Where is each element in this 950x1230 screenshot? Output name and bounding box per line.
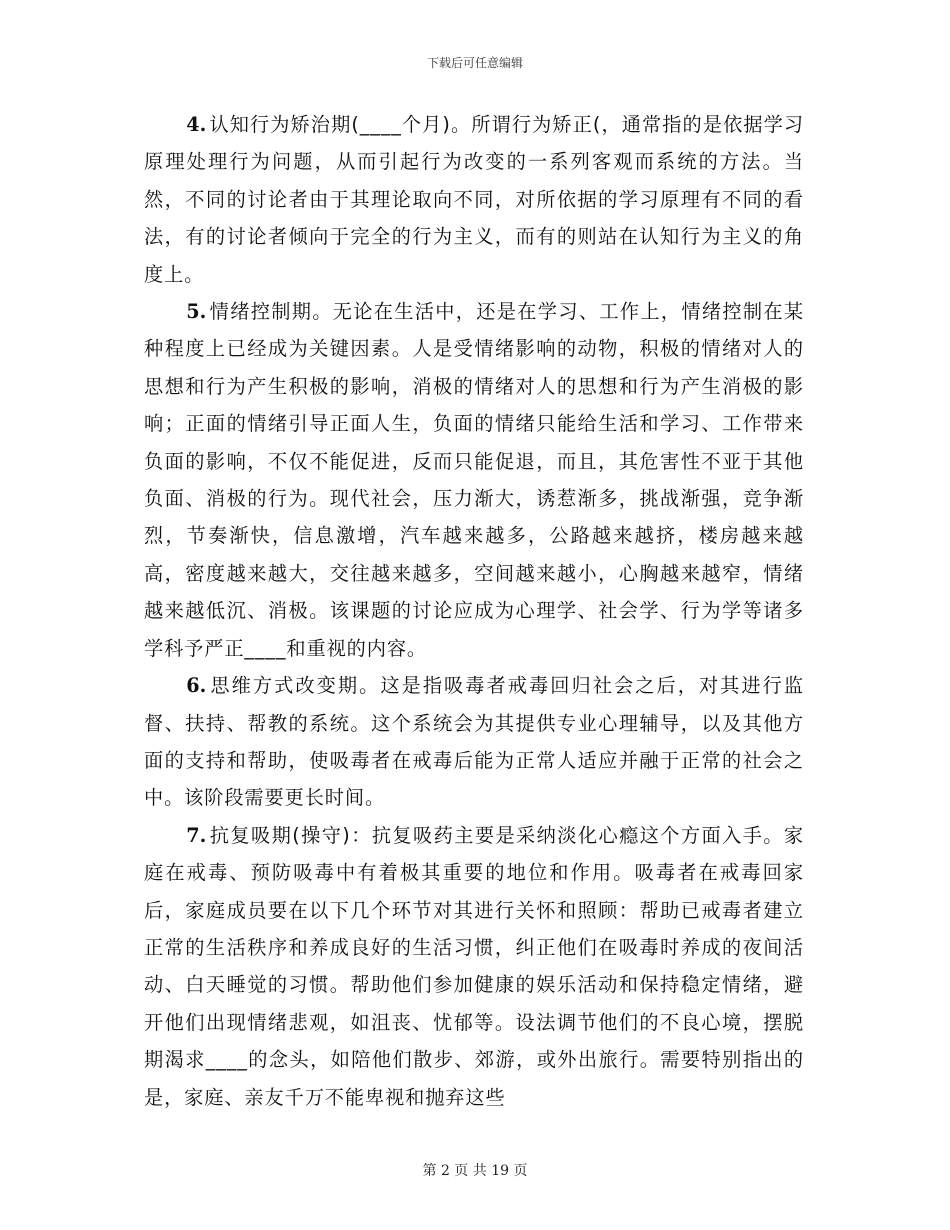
- paragraph-text: 思维方式改变期。这是指吸毒者戒毒回归社会之后，对其进行监督、扶持、帮教的系统。这个系统会为其提供专业心理辅导，以及其他方面的支持和帮助，使吸毒者在戒毒后能为正常人适应并融于正常的社会之中。该阶段需要更长时间。: [144, 674, 804, 810]
- paragraph-6: [144, 667, 804, 817]
- paragraph-text: 认知行为矫治期(____个月)。所谓行为矫正(，通常指的是依据学习原理处理行为问题，从而引起行为改变的一系列客观而系统的方法。当然，不同的讨论者由于其理论取向不同，对所依据的学习原理有不同的看法，有的讨论者倾向于完全的行为主义，而有的则站在认知行为主义的角度上。: [144, 113, 804, 286]
- paragraph-7: [144, 817, 804, 1116]
- item-number: 4.: [186, 113, 207, 136]
- page-header: 下载后可任意编辑: [426, 56, 523, 70]
- item-number: 7.: [186, 823, 207, 847]
- paragraph-4: [144, 106, 804, 293]
- paragraph-text: 抗复吸期(操守)：抗复吸药主要是采纳淡化心瘾这个方面入手。家庭在戒毒、预防吸毒中有着极其重要的地位和作用。吸毒者在戒毒回家后，家庭成员要在以下几个环节对其进行关怀和照顾：帮助已戒毒者建立正常的生活秩序和养成良好的生活习惯，纠正他们在吸毒时养成的夜间活动、白天睡觉的习惯。帮助他们参加健康的娱乐活动和保持稳定情绪，避开他们出现情绪悲观，如沮丧、忧郁等。设法调节他们的不良心境，摆脱期渴求____的念头，如陪他们散步、郊游，或外出旅行。需要特别指出的是，家庭、亲友千万不能卑视和抛弃这些: [144, 823, 804, 1109]
- page-footer: 第 2 页 共 19 页: [422, 1163, 528, 1179]
- paragraph-5: [144, 293, 804, 667]
- paragraph-text: 情绪控制期。无论在生活中，还是在学习、工作上，情绪控制在某种程度上已经成为关键因素。人是受情绪影响的动物，积极的情绪对人的思想和行为产生积极的影响，消极的情绪对人的思想和行为产生消极的影响；正面的情绪引导正面人生，负面的情绪只能给生活和学习、工作带来负面的影响，不仅不能促进，反而只能促退，而且，其危害性不亚于其他负面、消极的行为。现代社会，压力渐大，诱惹渐多，挑战渐强，竞争渐烈，节奏渐快，信息激增，汽车越来越多，公路越来越挤，楼房越来越高，密度越来越大，交往越来越多，空间越来越小，心胸越来越窄，情绪越来越低沉、消极。该课题的讨论应成为心理学、社会学、行为学等诸多学科予严正____和重视的内容。: [144, 300, 804, 660]
- item-number: 6.: [186, 674, 207, 698]
- item-number: 5.: [186, 300, 207, 324]
- document-body: [144, 106, 804, 1116]
